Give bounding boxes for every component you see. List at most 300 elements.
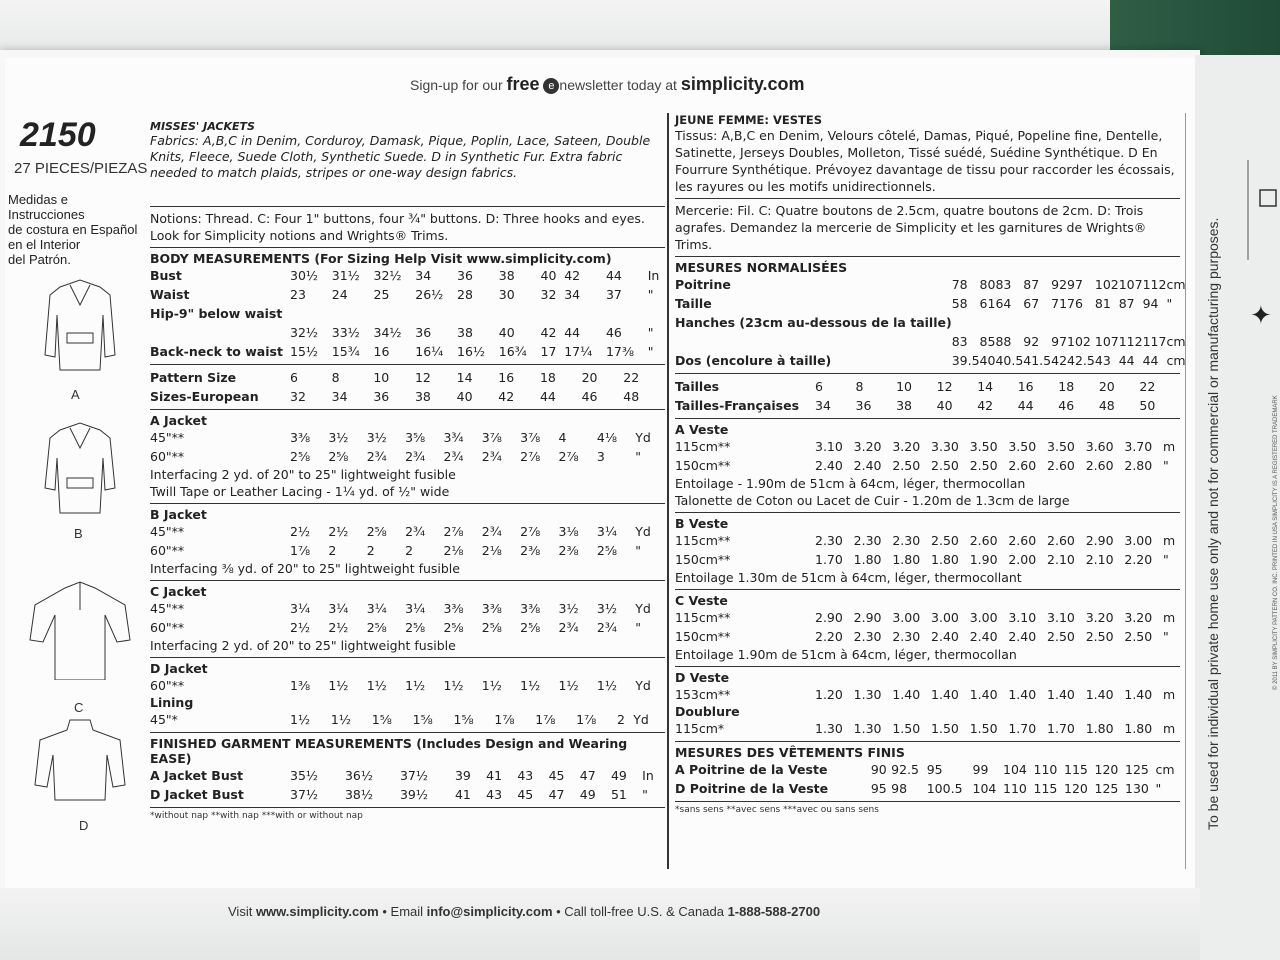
table-cell: 2.60 [1047, 458, 1075, 473]
row-label: A Poitrine de la Veste [675, 762, 828, 777]
divider [675, 512, 1180, 513]
table-cell: 10 [896, 379, 912, 394]
table-cell: 102 [1094, 277, 1119, 292]
table-cell: 16 [498, 370, 515, 385]
a-veste-note: Entoilage - 1.90m de 51cm à 64cm, léger, thermocollan [675, 476, 1026, 491]
table-row [150, 676, 665, 695]
row-label [675, 332, 952, 351]
table-cell: 42 [977, 398, 994, 413]
table-cell: 2¾ [443, 449, 464, 464]
table-row [675, 332, 1186, 351]
footer-site-link: www.simplicity.com [255, 904, 379, 919]
table-cell: 48 [623, 389, 640, 404]
table-cell: 1.50 [892, 721, 921, 736]
c-veste-table [675, 608, 1180, 646]
table-cell: 2⅝ [520, 620, 541, 635]
jacket-a-drawing [25, 275, 135, 375]
table-cell: 36 [457, 268, 473, 283]
table-cell: 2.10 [1085, 552, 1114, 567]
table-cell: 10 [373, 370, 390, 385]
table-cell: 40 [936, 398, 953, 413]
row-label: 115cm* [675, 721, 725, 736]
table-cell: 1½ [405, 678, 426, 693]
table-cell: 16¼ [415, 344, 444, 359]
table-cell: " [1163, 629, 1169, 644]
envelope-bottom-strip [0, 888, 1200, 960]
table-cell: 14 [456, 370, 473, 385]
table-cell: 85 [979, 334, 996, 349]
table-cell: 1.40 [931, 687, 959, 702]
table-cell: 45 [548, 768, 565, 783]
table-cell: 1.80 [1085, 721, 1114, 736]
view-label-a: A [71, 387, 80, 402]
table-cell: 1⅝ [412, 712, 433, 727]
table-row [675, 456, 1180, 475]
table-cell: 2.50 [892, 458, 921, 473]
table-cell [415, 304, 457, 323]
table-cell: Yd [635, 524, 651, 539]
table-row [150, 541, 665, 560]
table-cell: 22 [623, 370, 640, 385]
table-cell [1067, 313, 1095, 332]
row-label: Tailles-Françaises [675, 398, 800, 413]
table-cell: 50 [1139, 398, 1156, 413]
row-label: 45"** [150, 524, 185, 539]
table-cell: 1½ [596, 678, 617, 693]
table-cell: 2⅝ [328, 449, 349, 464]
divider [675, 256, 1180, 257]
spanish-line: de costura en Español [8, 222, 138, 237]
table-cell: 1½ [443, 678, 464, 693]
table-cell: " [647, 287, 654, 302]
table-cell: 125 [1094, 781, 1119, 796]
table-cell: Yd [635, 430, 651, 445]
table-cell: cm [1166, 353, 1186, 368]
row-label: 150cm** [675, 629, 731, 644]
table-cell: 15¾ [331, 344, 360, 359]
b-veste-table [675, 531, 1180, 569]
footnote: *sans sens **avec sens ***avec ou sans sens [675, 805, 879, 815]
table-cell: 2⅝ [290, 449, 311, 464]
mesures-table [675, 275, 1186, 370]
d-veste-title: D Veste [675, 670, 730, 685]
table-cell: 44 [605, 268, 622, 283]
table-cell: 36 [855, 398, 872, 413]
finis-table [675, 760, 1180, 798]
table-cell: 25 [373, 287, 390, 302]
finis-heading: MESURES DES VÊTEMENTS FINIS [675, 745, 905, 760]
table-cell: 115 [1064, 762, 1088, 777]
table-cell [564, 304, 606, 323]
table-cell: 2.50 [931, 458, 959, 473]
table-cell: 6 [290, 370, 298, 385]
view-label-b: B [74, 526, 83, 541]
table-cell: 37½ [290, 787, 319, 802]
table-cell: 97 [1067, 277, 1083, 292]
table-cell: " [1155, 781, 1162, 796]
table-cell: 1.70 [1008, 721, 1037, 736]
table-cell: 47 [579, 768, 596, 783]
table-cell: 51 [610, 787, 627, 802]
maple-leaf-icon: ✦ [1250, 300, 1272, 330]
footnote: *without nap **with nap ***with or without nap [150, 811, 363, 821]
a-veste-table [675, 437, 1180, 475]
table-cell: 16½ [457, 344, 486, 359]
table-row [150, 323, 665, 342]
table-row [675, 627, 1180, 646]
table-cell: 46 [1058, 398, 1075, 413]
table-cell: 1.80 [1124, 721, 1153, 736]
table-cell: 3⅝ [405, 430, 426, 445]
french-title: JEUNE FEMME: VESTES [675, 113, 823, 127]
table-cell: 1.50 [969, 721, 998, 736]
table-cell: 47 [548, 787, 565, 802]
mercerie-text: Mercerie: Fil. C: Quatre boutons de 2.5cm, quatre boutons de 2cm. D: Trois agrafes. Demandez la mercerie de Simplicity et les garnitures de Wrights® Trims. [675, 203, 1147, 252]
table-cell: 1⅞ [494, 712, 515, 727]
table-cell: 3½ [558, 601, 579, 616]
table-row [150, 266, 665, 285]
table-cell: " [635, 449, 641, 464]
table-cell: 16¾ [498, 344, 527, 359]
table-cell: 2 [405, 543, 414, 558]
table-cell: m [1163, 687, 1176, 702]
table-cell: 92 [1023, 334, 1040, 349]
table-cell: 2.30 [892, 629, 921, 644]
row-label: Sizes-European [150, 389, 259, 404]
table-cell: m [1163, 439, 1176, 454]
table-cell: m [1163, 721, 1176, 736]
table-cell: 42 [540, 325, 557, 340]
divider [150, 364, 665, 365]
table-cell: m [1163, 533, 1176, 548]
table-cell: 48 [1098, 398, 1115, 413]
table-cell: 34 [331, 389, 348, 404]
divider [150, 206, 665, 207]
table-row [675, 377, 1180, 396]
table-cell: 2.20 [1124, 552, 1153, 567]
table-cell: 1.30 [815, 721, 843, 736]
table-cell: 3¼ [596, 524, 617, 539]
table-cell: 3⅛ [558, 524, 579, 539]
table-cell: 2.60 [1008, 533, 1037, 548]
table-cell: 2.90 [815, 610, 843, 625]
table-cell: Yd [635, 678, 651, 693]
table-cell: 2.40 [1008, 629, 1037, 644]
right-border [1185, 113, 1186, 869]
divider [150, 409, 665, 410]
legal-text: © 2011 BY SIMPLICITY PATTERN CO. INC. PRINTED IN USA SIMPLICITY IS A REGISTERED TRADEMARK [1273, 395, 1279, 690]
signup-text: Sign-up for our [410, 77, 507, 93]
table-cell: 42 [498, 389, 515, 404]
table-cell: 2.40 [853, 458, 882, 473]
table-cell: 43 [486, 787, 503, 802]
table-cell: 2⅞ [443, 524, 464, 539]
table-cell: 40 [540, 268, 557, 283]
table-cell: 31½ [331, 268, 360, 283]
table-cell: 46 [581, 389, 598, 404]
row-label: Waist [150, 287, 190, 302]
table-cell: 3⅜ [481, 601, 502, 616]
table-cell: cm [1155, 762, 1175, 777]
table-cell [457, 304, 499, 323]
table-cell: 3⅞ [481, 430, 502, 445]
table-cell: 1⅞ [290, 543, 311, 558]
table-row [150, 599, 665, 618]
table-cell: " [647, 344, 654, 359]
b-jacket-title: B Jacket [150, 507, 207, 522]
table-cell: 32½ [373, 268, 402, 283]
table-cell: 1.40 [1008, 687, 1037, 702]
a-veste-title: A Veste [675, 422, 729, 437]
c-veste-title: C Veste [675, 593, 728, 608]
table-cell: 1.40 [1124, 687, 1153, 702]
table-cell: 46 [605, 325, 622, 340]
table-cell: 104 [972, 781, 997, 796]
table-cell [332, 304, 374, 323]
a-jacket-note: Twill Tape or Leather Lacing - 1¼ yd. of ½" wide [150, 484, 450, 499]
table-cell: 2.60 [969, 533, 998, 548]
table-cell: 107 [1118, 277, 1143, 292]
table-cell: 1.30 [853, 687, 882, 702]
table-cell [995, 313, 1023, 332]
table-cell: 3⅜ [443, 601, 464, 616]
table-cell: 28 [457, 287, 473, 302]
table-cell: 45 [517, 787, 534, 802]
e-logo-icon: e [543, 78, 559, 94]
table-row [150, 447, 665, 466]
table-cell: 18 [539, 370, 556, 385]
row-label: Bust [150, 268, 182, 283]
table-cell: 102 [1067, 334, 1091, 349]
table-cell: 2½ [290, 620, 311, 635]
table-cell: In [642, 768, 654, 783]
footer-email: info@simplicity.com [426, 904, 553, 919]
price-code-box [1240, 150, 1280, 270]
table-cell: 2¾ [481, 449, 502, 464]
table-row [675, 313, 1186, 332]
table-cell: 1⅝ [371, 712, 392, 727]
divider [675, 198, 1180, 199]
table-cell: 2¾ [366, 449, 387, 464]
table-cell: 115 [1033, 781, 1058, 796]
table-row [150, 785, 665, 804]
table-row [675, 294, 1186, 313]
table-row [675, 779, 1180, 798]
table-cell: 40 [979, 353, 996, 368]
table-cell: 36 [373, 389, 390, 404]
signup-free: free [506, 74, 540, 94]
tailles-table [675, 377, 1180, 415]
english-title: MISSES' JACKETS [150, 120, 255, 133]
table-cell: 81 [1094, 296, 1111, 311]
spanish-line: Medidas e Instrucciones [8, 192, 85, 222]
body-measurements-heading: BODY MEASUREMENTS (For Sizing Help Visit www.simplicity.com) [150, 251, 612, 266]
table-cell: 16 [1017, 379, 1034, 394]
table-cell: 35½ [290, 768, 319, 783]
table-cell: 3¾ [443, 430, 464, 445]
table-row [150, 387, 665, 406]
table-cell: 3.00 [969, 610, 998, 625]
table-cell: Yd [635, 601, 651, 616]
divider [675, 418, 1180, 419]
table-cell: 100.5 [926, 781, 963, 796]
table-cell: 2 [617, 712, 625, 727]
table-row [150, 522, 665, 541]
table-cell: 3¼ [290, 601, 311, 616]
table-cell: " [642, 787, 648, 802]
lining-title: Lining [150, 695, 194, 710]
table-row [150, 618, 665, 637]
table-cell: 2.50 [969, 458, 998, 473]
table-cell: 15½ [290, 344, 319, 359]
table-cell: 2⅜ [558, 543, 579, 558]
jacket-d-drawing [25, 715, 135, 815]
table-cell: 20 [1098, 379, 1115, 394]
table-row [675, 760, 1180, 779]
table-row [150, 285, 665, 304]
table-cell [1051, 313, 1067, 332]
table-cell: 30 [498, 287, 515, 302]
table-cell: 2.60 [1085, 458, 1114, 473]
table-cell: 2.50 [1085, 629, 1114, 644]
table-cell: 107 [1094, 334, 1119, 349]
table-cell: Yd [633, 712, 649, 727]
table-cell [1166, 313, 1185, 332]
english-column [150, 120, 665, 821]
table-cell: 112 [1142, 277, 1167, 292]
table-cell: 64 [995, 296, 1012, 311]
spanish-line: del Patrón. [8, 252, 71, 267]
table-cell: 6 [815, 379, 823, 394]
french-column [675, 113, 1186, 815]
table-cell: 3½ [366, 430, 387, 445]
table-cell: 1.40 [1085, 687, 1114, 702]
table-cell: 90 [870, 762, 887, 777]
table-cell: cm [1166, 334, 1186, 349]
table-row [150, 766, 665, 785]
table-cell: 42.5 [1067, 353, 1095, 368]
table-cell: 3.20 [853, 439, 882, 454]
table-cell: 39.5 [951, 353, 980, 368]
table-cell: 2¾ [596, 620, 617, 635]
table-cell: 1½ [366, 678, 387, 693]
table-cell: 2.40 [969, 629, 998, 644]
table-cell: 2.30 [892, 533, 921, 548]
table-cell: 3⅞ [520, 430, 541, 445]
table-cell [648, 304, 665, 323]
table-cell: 3⅜ [520, 601, 541, 616]
table-cell [374, 304, 416, 323]
table-cell: 95 [870, 781, 887, 796]
table-cell: 2½ [328, 524, 349, 539]
table-cell: 117 [1142, 334, 1167, 349]
row-label: Hanches (23cm au-dessous de la taille) [675, 315, 952, 330]
table-row [150, 428, 665, 447]
spanish-instructions-note [8, 192, 138, 267]
table-cell: 2¾ [405, 449, 426, 464]
table-cell: 112 [1118, 334, 1143, 349]
table-cell: 83 [951, 334, 968, 349]
table-cell: 17⅜ [605, 344, 634, 359]
table-row [675, 437, 1180, 456]
table-row [675, 396, 1180, 415]
row-label: Poitrine [675, 277, 731, 292]
table-cell: 3.70 [1124, 439, 1153, 454]
table-cell: 1½ [481, 678, 502, 693]
table-cell: 1½ [558, 678, 579, 693]
table-cell: 2.20 [815, 629, 843, 644]
table-cell: 3.50 [969, 439, 998, 454]
table-cell: 2.80 [1124, 458, 1153, 473]
lining-yardage-table [150, 710, 665, 729]
table-cell: 37½ [399, 768, 428, 783]
row-label: 60"** [150, 449, 185, 464]
notions-text: Notions: Thread. C: Four 1" buttons, four ¾" buttons. D: Three hooks and eyes. Look for Simplicity notions and Wrights® Trims. [150, 211, 645, 243]
table-cell: 1.80 [853, 552, 882, 567]
b-veste-note: Entoilage 1.30m de 51cm à 64cm, léger, thermocollant [675, 570, 1022, 585]
table-cell: 34 [815, 398, 831, 413]
table-cell: 42 [564, 268, 581, 283]
a-jacket-note: Interfacing 2 yd. of 20" to 25" lightweight fusible [150, 467, 456, 482]
table-cell: 2⅝ [366, 620, 387, 635]
table-cell: 110 [1003, 781, 1027, 796]
table-cell: 3.50 [1047, 439, 1075, 454]
table-cell: 2⅝ [481, 620, 502, 635]
table-cell: 2⅝ [443, 620, 464, 635]
row-label: Pattern Size [150, 370, 237, 385]
a-veste-note: Talonette de Coton ou Lacet de Cuir - 1.20m de 1.3cm de large [675, 493, 1070, 508]
table-cell: 2.90 [1085, 533, 1114, 548]
table-cell: 3.10 [815, 439, 843, 454]
table-row [150, 710, 665, 729]
table-cell: 1½ [328, 678, 349, 693]
table-cell: 92 [1051, 277, 1068, 292]
table-cell: 41 [454, 787, 471, 802]
a-jacket-yardage-table [150, 428, 665, 466]
footer-call: • Call toll-free U.S. & Canada [552, 904, 728, 919]
table-cell [1143, 313, 1167, 332]
table-cell: 2⅝ [405, 620, 426, 635]
divider [150, 807, 665, 808]
table-cell: " [1163, 458, 1169, 473]
table-cell [290, 304, 332, 323]
table-cell: 2.40 [931, 629, 959, 644]
table-cell: 16 [373, 344, 390, 359]
table-cell [1119, 313, 1143, 332]
table-cell: 26½ [415, 287, 444, 302]
table-cell: 20 [581, 370, 598, 385]
table-cell: 1½ [290, 712, 311, 727]
table-cell: 1.70 [815, 552, 843, 567]
table-cell: 104 [1003, 762, 1027, 777]
table-cell [1095, 313, 1119, 332]
footer-email-label: • Email [378, 904, 427, 919]
table-cell: 2 [328, 543, 337, 558]
row-label: D Jacket Bust [150, 787, 244, 802]
b-veste-title: B Veste [675, 516, 729, 531]
row-label: 150cm** [675, 458, 731, 473]
table-row [150, 304, 665, 323]
table-cell: 3⅜ [290, 430, 311, 445]
table-cell: 2.90 [853, 610, 882, 625]
doublure-title: Doublure [675, 704, 740, 719]
table-cell: 2.00 [1008, 552, 1037, 567]
row-label: 45"* [150, 712, 178, 727]
table-cell: 41.5 [1023, 353, 1052, 368]
table-cell: 44 [564, 325, 581, 340]
table-cell: 2.10 [1047, 552, 1075, 567]
table-cell: 2⅝ [596, 543, 617, 558]
